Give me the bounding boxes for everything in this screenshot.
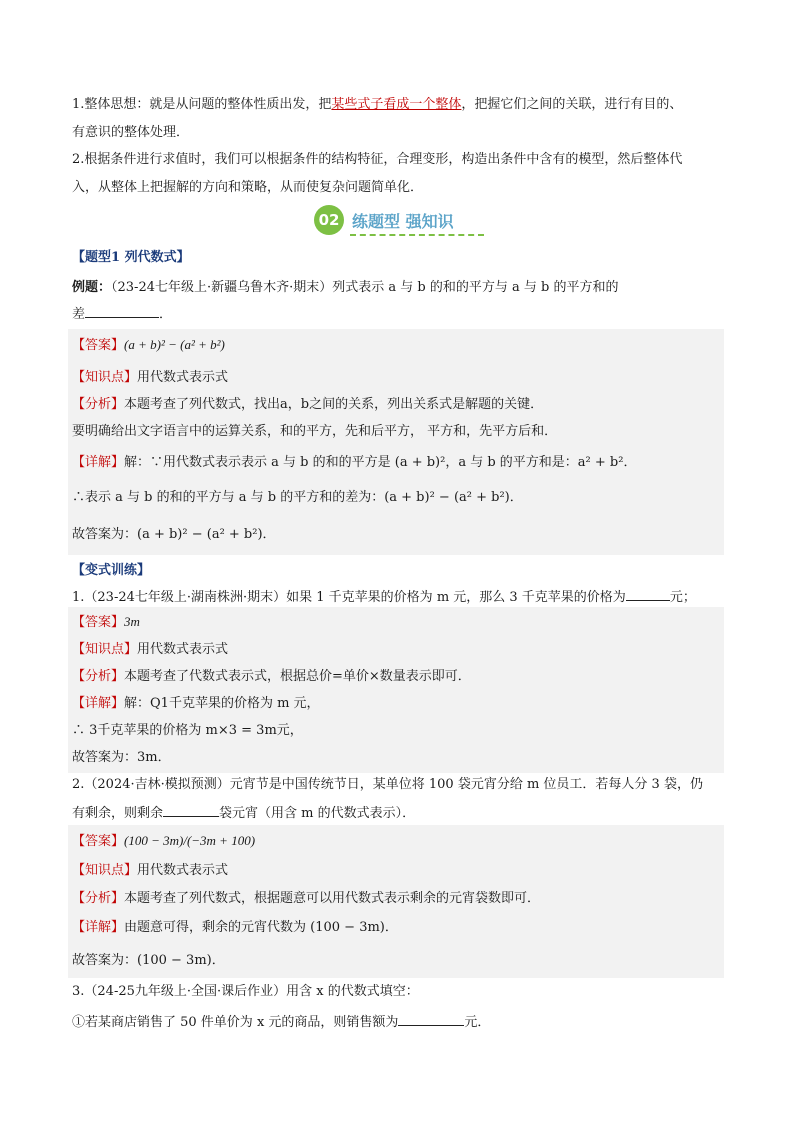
example-answer-block [68,329,724,555]
knowledge-value: 用代数式表示式 [137,370,229,385]
answer-blank [398,1012,464,1026]
detail-text: 由题意可得，剩余的元宵代数为 (100 − 3m)． [124,920,398,935]
q2-answer [72,832,255,851]
q2-analysis [72,890,540,908]
q2-question-cont [72,803,415,823]
detail-text: 解：Q1千克苹果的价格为 m 元， [124,696,320,711]
answer-label: 【答案】 [72,834,125,849]
intro-paragraph-2-cont: 入，从整体上把握解的方向和策略，从而使复杂问题简单化． [72,180,424,195]
example-detail-2: ∴表示 a 与 b 的和的平方与 a 与 b 的平方和的差为：(a + b)² − (a² + b²)． [72,490,523,505]
example-label: 例题： [72,280,112,295]
detail-label: 【详解】 [72,696,125,711]
detail-label: 【详解】 [72,455,125,470]
q3-sub1-suffix: 元． [464,1015,491,1030]
intro-highlight: 某些式子看成一个整体 [331,97,462,112]
q2-detail-2: 故答案为：(100 − 3m)． [72,953,225,968]
q1-suffix: 元； [669,590,696,605]
intro-paragraph-1 [72,96,682,114]
q1-answer [72,613,140,632]
analysis-text: 本题考查了代数式表示式，根据总价=单价×数量表示即可． [124,669,471,684]
analysis-label: 【分析】 [72,397,125,412]
example-answer [72,336,225,355]
example-knowledge [72,369,228,387]
detail-label: 【详解】 [72,920,125,935]
knowledge-label: 【知识点】 [72,370,138,385]
example-text-cont: 差 [72,307,86,322]
example-text: （23-24七年级上·新疆乌鲁木齐·期末）列式表示 a 与 b 的和的平方与 a 与 b 的平方和的 [111,280,619,295]
q2-text: 有剩余，则剩余 [72,806,164,821]
q3-sub1-text: ①若某商店销售了 50 件单价为 x 元的商品，则销售额为 [72,1015,399,1030]
answer-label: 【答案】 [72,615,125,630]
section-title: 练题型 强知识 [352,212,454,231]
variant-heading: 【变式训练】 [72,563,151,578]
q3-sub1 [72,1012,490,1032]
intro-paragraph-2: 2.根据条件进行求值时，我们可以根据条件的结构特征，合理变形，构造出条件中含有的模型，然后整体代 [72,152,683,167]
intro-paragraph-1-cont: 有意识的整体处理． [72,125,190,140]
analysis-label: 【分析】 [72,669,125,684]
q2-detail [72,919,398,937]
q2-question: 2.（2024·吉林·模拟预测）元宵节是中国传统节日，某单位将 100 袋元宵分给 m 位员工．若每人分 3 袋，仍 [72,777,703,792]
answer-blank [163,803,219,817]
answer-value: (100 − 3m)/(−3m + 100) [124,833,256,848]
example-analysis-cont: 要明确给出文字语言中的运算关系，和的平方，先和后平方， 平方和，先平方后和． [72,424,558,439]
q1-question [72,587,696,607]
q3-question: 3.（24-25九年级上·全国·课后作业）用含 x 的代数式填空： [72,984,419,999]
intro-text: 1.整体思想：就是从问题的整体性质出发，把 [72,97,332,112]
banner-underline [350,234,484,236]
analysis-text: 本题考查了列代数式，找出a，b之间的关系，列出关系式是解题的关键． [124,397,544,412]
q1-detail-2: ∴ 3千克苹果的价格为 m×3 = 3m元， [72,723,303,738]
example-analysis [72,396,543,414]
q2-text-cont: 袋元宵（用含 m 的代数式表示）． [219,806,416,821]
knowledge-value: 用代数式表示式 [137,642,229,657]
knowledge-value: 用代数式表示式 [137,863,229,878]
type1-heading: 【题型1 列代数式】 [72,250,190,265]
q1-analysis [72,668,471,686]
example-question-cont: 差 ． [72,304,172,324]
q1-text: 1.（23-24七年级上·湖南株洲·期末）如果 1 千克苹果的价格为 m 元，那么 3 千克苹果的价格为 [72,590,626,605]
knowledge-label: 【知识点】 [72,642,138,657]
example-detail [72,454,636,472]
analysis-label: 【分析】 [72,891,125,906]
example-question [72,279,618,297]
knowledge-label: 【知识点】 [72,863,138,878]
q1-knowledge [72,641,228,659]
answer-value: (a + b)² − (a² + b²) [124,337,225,352]
detail-text: 解：∵用代数式表示表示 a 与 b 的和的平方是 (a + b)²，a 与 b 的平方和是：a² + b²． [124,455,637,470]
answer-blank [85,304,159,318]
analysis-text: 本题考查了列代数式，根据题意可以用代数式表示剩余的元宵袋数即可． [124,891,541,906]
answer-label: 【答案】 [72,338,125,353]
answer-blank [626,587,670,601]
section-number-badge: 02 [314,205,344,235]
q2-knowledge [72,862,228,880]
q1-detail [72,695,320,713]
q1-detail-3: 故答案为：3m． [72,750,171,765]
answer-value: 3m [124,614,140,629]
intro-text: ，把握它们之间的关联，进行有目的、 [461,97,683,112]
example-detail-3: 故答案为：(a + b)² − (a² + b²)． [72,527,276,542]
